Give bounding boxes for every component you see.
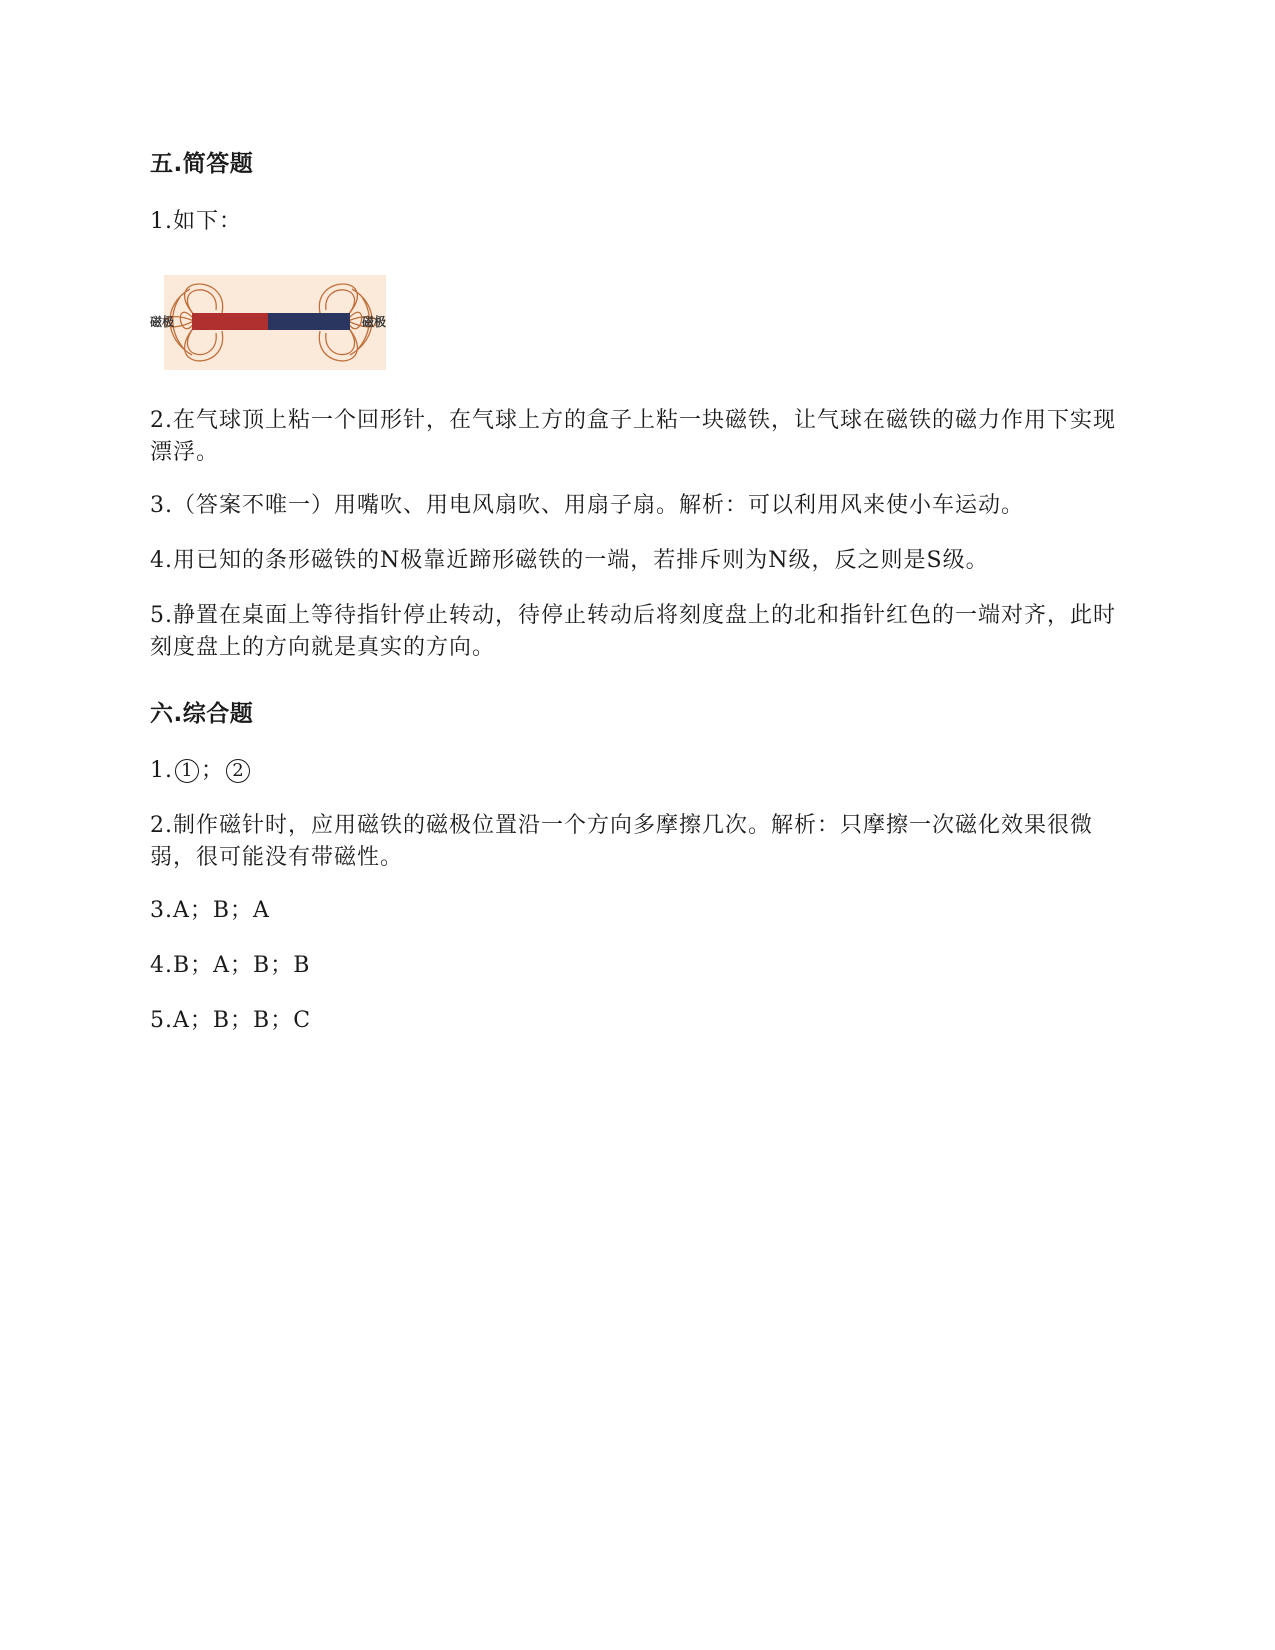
answer-6-5: 5.A；B；B；C [150, 1008, 312, 1033]
answer-5-2: 2.在气球顶上粘一个回形针，在气球上方的盒子上粘一块磁铁，让气球在磁铁的磁力作用下实现漂浮。 [150, 408, 1116, 465]
circled-number-one: 1 [175, 759, 199, 783]
left-pole-label: 磁极 [150, 315, 175, 329]
section-title-comprehensive: 六.综合题 [150, 701, 254, 727]
answer-6-2: 2.制作磁针时，应用磁铁的磁极位置沿一个方向多摩擦几次。解析：只摩擦一次磁化效果很微弱，很可能没有带磁性。 [150, 813, 1093, 870]
magnet-red-pole [192, 313, 268, 330]
bar-magnet-diagram [150, 275, 400, 370]
magnet-blue-pole [268, 313, 350, 330]
answer-5-1: 1.如下： [150, 209, 242, 234]
magnet-field-figure [150, 275, 400, 370]
answer-5-5: 5.静置在桌面上等待指针停止转动，待停止转动后将刻度盘上的北和指针红色的一端对齐，此时刻度盘上的方向就是真实的方向。 [150, 603, 1116, 660]
answer-6-4: 4.B；A；B；B [150, 953, 311, 978]
answer-5-4: 4.用已知的条形磁铁的N极靠近蹄形磁铁的一端，若排斥则为N级，反之则是S级。 [150, 548, 989, 573]
answer-6-3: 3.A；B；A [150, 898, 270, 923]
right-pole-label: 磁极 [362, 315, 387, 329]
circled-number-two: 2 [226, 759, 250, 783]
answer-6-1 [150, 755, 1125, 787]
answer-6-1-prefix: 1. [150, 758, 173, 783]
answer-5-3: 3.（答案不唯一）用嘴吹、用电风扇吹、用扇子扇。解析：可以利用风来使小车运动。 [150, 493, 1024, 518]
section-title-short-answer: 五.简答题 [150, 151, 254, 177]
answer-6-1-separator: ； [201, 758, 225, 783]
